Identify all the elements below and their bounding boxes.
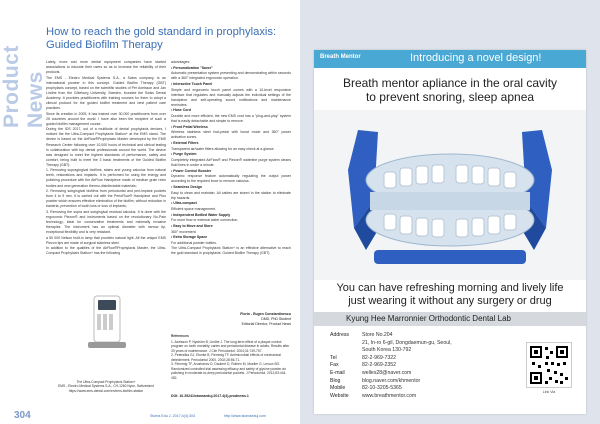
contact-label: E-mail bbox=[330, 369, 345, 376]
reference-item: 3. Flemmig TF, Arushanov D, Daubert D, Rothen M, Mueller G, Leroux BG. Randomized controlled trial assessing efficacy and safety of glycine powder air polishing in moderate-to-deep periodontal pockets. J Periodontol. 2012;83:444-452. bbox=[171, 362, 287, 380]
contact-row bbox=[330, 347, 520, 355]
author-name: Florin - Eugen Constantinescu bbox=[240, 312, 291, 316]
contact-value: 82-2-969-2352 bbox=[362, 362, 397, 369]
contact-blog-link[interactable]: blog.naver.com/khmentor bbox=[362, 377, 421, 384]
contact-row bbox=[330, 340, 520, 348]
qr-code-icon[interactable] bbox=[526, 342, 572, 388]
paragraph: During the IDS 2017, out of a multitude of dental prophylaxis devices, I noticed the the Ultra-Compact Prophylaxis Station+ at the EMS stand. The device is based on the AirFlow®Prophylaxis Master developed by the EMS Research Center following over 10,000 hours of technical and clinical testing in collaboration with top dental professionals around the world. The device was designed to meet the highest standards of performance, safety and comfort, being built to meet the 3 basic treatments of the Guided Biofilm Therapy (GBT): bbox=[46, 127, 166, 167]
paragraph: Lately, more and more dental equipment companies have started associations to educate their users so as to increase the reliability of their products. bbox=[46, 60, 166, 75]
ad-headline bbox=[314, 76, 586, 104]
paragraph: Efficient space management. bbox=[171, 206, 217, 211]
caption-line: EMS - Electro Medical Systems S.A., CH-1260 Nyon, Switzerland bbox=[58, 384, 154, 389]
feature-heading: • Independent Bottled Water Supply bbox=[171, 212, 231, 217]
contact-label bbox=[330, 347, 362, 355]
contact-label: Address bbox=[330, 332, 350, 338]
contact-row bbox=[330, 393, 520, 401]
paragraph: Transparent air/water filters allowing for an easy check at a glance. bbox=[171, 146, 275, 151]
advertisement-page bbox=[300, 0, 600, 424]
references bbox=[171, 334, 291, 380]
reference-item: 1. Axelsson P, Nyström B, Lindhe J. The long-term effect of a plaque control program on tooth mortality, caries and periodontal disease in adults. Results after 30 years of maintenance. J Clin Periodontol. 2004;31:749-757. bbox=[171, 339, 290, 353]
author-signature bbox=[171, 312, 291, 327]
contact-website-link[interactable]: www.breathmentor.com bbox=[362, 392, 417, 399]
headline-line: Breath mentor apliance in the oral cavity bbox=[342, 76, 558, 90]
feature-heading: • Easy to Move and Store bbox=[171, 223, 213, 228]
paragraph: The EMS - Electro Medical Systems S.A., a Swiss company, is an international pioneer in this concept. Guided Biofilm Therapy (GBT) prophylaxis concept, based on the scientific studies of Per Axelsson and Jan Lindhe from the Göteborg University, Sweden, founded the Swiss Dental Academy. It provides practitioners with training courses for them to adopt a clinical protocol for the guided biofilm treatment and best patient care practices. bbox=[46, 75, 166, 111]
references-heading: References bbox=[171, 334, 189, 338]
paragraph: Simple and ergonomic touch panel comes with a 10-level responsive interface that regulates and manually adjusts the individual settings of the handpiece and self-operating sound notifications and maintenance reminders. bbox=[171, 87, 291, 107]
contact-value: Store No.204 bbox=[362, 332, 393, 338]
paragraph: 3. Removing the supra and subgingival residual calculus. It is done with the ergonomic Piezon® and instruments based on the revolutionary No-Pain technology, ideal for conservative treatments and minimally invasive therapies. The instrument has an optimal diameter with narrow tip, exceptional flexibility and is very resistant. bbox=[46, 209, 166, 235]
lab-name-bar: Kyung Hee Marronnier Orthodontic Dental Lab bbox=[314, 312, 586, 326]
contact-value: South Korea 130-792 bbox=[362, 347, 412, 354]
ad-tagline: Introducing a novel design! bbox=[410, 52, 542, 64]
page-footer bbox=[0, 408, 300, 424]
image-caption bbox=[46, 380, 166, 393]
headline-line: to prevent snoring, sleep apnea bbox=[365, 90, 535, 104]
paragraph: Easy to clean and maintain. All cables are stored in the station to eliminate trip hazards. bbox=[171, 190, 291, 200]
subline-line: just wearing it without any surgery or drug bbox=[348, 295, 552, 307]
contact-row bbox=[330, 362, 520, 370]
advertisement bbox=[314, 50, 586, 414]
paragraph: Since its creation in 2005, it has trained over 30,000 practitioners from over 25 countries around the world. I have also been the recipient of such a guided biofilm management course. bbox=[46, 111, 166, 126]
feature-heading: • Personalization "Saver" bbox=[171, 65, 213, 70]
journal-citation: Stoma Edu J. 2017;4(4):304 bbox=[150, 414, 195, 418]
contact-row bbox=[330, 378, 520, 386]
paragraph: Wireless stainless steel foot-pedal with boost mode and 360° power activation zones. bbox=[171, 130, 291, 140]
feature-heading: • Purge System bbox=[171, 152, 197, 157]
feature-heading: • Hose Cord bbox=[171, 108, 191, 113]
paragraph: Automatic presentation system presenting and demonstrating within seconds with a 360° integrated ergonomic operation. bbox=[171, 71, 291, 81]
paragraph: 1. Removing supragingival biofilms, stains and young calculus from natural teeth, restorations and implants. It is performed for using the energy and polishing procedure with the AirFlow Handpiece made of medium grain resin bodies and new generation thermo-disinfectable materials; bbox=[46, 168, 166, 188]
caption-link[interactable]: https://www.ems-dental.com/en/ems-biofilm-station bbox=[68, 388, 144, 393]
contact-label bbox=[330, 340, 362, 348]
contact-label: Blog bbox=[330, 377, 341, 384]
contact-label: Fax bbox=[330, 362, 339, 369]
paragraph: For additional powder bottles. bbox=[171, 240, 217, 245]
feature-heading: • External Filters bbox=[171, 141, 199, 146]
contact-details bbox=[330, 332, 520, 400]
journal-website[interactable]: http://www.stomaeduj.com bbox=[224, 414, 266, 418]
reference-item: 2. Petersilka GJ, Ehmke B, Flemmig TF. Antimicrobial effects of mechanical debridement. Periodontol 2000. 2002;28:56-71. bbox=[171, 353, 281, 362]
contact-row bbox=[330, 370, 520, 378]
contact-row bbox=[330, 332, 520, 340]
oral-appliance-image bbox=[314, 110, 586, 280]
section-tab: Product News bbox=[0, 45, 47, 128]
page-number: 304 bbox=[14, 410, 31, 421]
paragraph: In addition to the qualities of the AirFlow®Prophylaxis Master, the Ultra-Compact Prophylaxis Station+ has the following bbox=[46, 246, 166, 256]
paragraph: 2. Removing subgingival biofilms from periodontal and peri-implant pockets from 4 to 9 mm. It is carried out with the PerioFlow® Handpiece and Plus powder which ensures effective elimination of the biofilm, without reduction in bacteria, prevention of tooth loss or loss of implants; bbox=[46, 189, 166, 209]
author-role: Editorial Director, Product News bbox=[241, 322, 291, 326]
feature-heading: • Seamless Design bbox=[171, 184, 202, 189]
brand-logo: Breath Mentor bbox=[320, 54, 361, 60]
paragraph: Completely integrated AirFlow® and Piezon® waterline purge system cleans fluid lines in under a minute. bbox=[171, 157, 291, 168]
contact-label: Website bbox=[330, 392, 349, 399]
paragraph: Durable and more efficient, the new EMS cord has a "plug-and-play" system that is easily detachable and simple to remove. bbox=[171, 114, 291, 124]
ad-subline bbox=[314, 282, 586, 308]
author-title: DMD, PhD Student bbox=[261, 317, 291, 321]
feature-heading: • Front Pedal Wireless bbox=[171, 124, 208, 129]
paragraph: The Ultra-Compact Prophylaxis Station+ is an effective alternative to reach the gold standard in prophylaxis: Guided Biofilm Therapy (GBT). bbox=[171, 246, 291, 256]
subline-line: You can have refreshing morning and lively life bbox=[336, 282, 564, 294]
caption-line: The Ultra-Compact Prophylaxis Station+ bbox=[76, 380, 136, 384]
ad-banner bbox=[314, 50, 586, 68]
feature-heading: • Ultra-compact bbox=[171, 201, 197, 206]
paragraph: a 50 000 Nelson built-in lamp that provides natural light. All the unique EMS Piezon tips are made of surgical stainless steel. bbox=[46, 235, 166, 245]
feature-heading: • Interactive Touch Panel bbox=[171, 81, 213, 86]
feature-heading: • Extra Storage Space bbox=[171, 235, 208, 240]
qr-caption: Link Via bbox=[542, 390, 556, 394]
paragraph: 360° movement. bbox=[171, 229, 197, 234]
contact-value: 82-10-3205-5365 bbox=[362, 385, 402, 392]
article-title: How to reach the gold standard in prophylaxis: Guided Biofilm Therapy bbox=[46, 26, 277, 51]
doi: DOI: 10.25241/stomaeduj.2017.4(4).prodnews.1 bbox=[171, 394, 249, 398]
contact-value: 82-2-969-7322 bbox=[362, 354, 397, 361]
paragraph: advantages: bbox=[171, 60, 191, 64]
contact-row bbox=[330, 385, 520, 393]
contact-row bbox=[330, 355, 520, 363]
contact-label: Mobile bbox=[330, 385, 346, 392]
contact-label: Tel bbox=[330, 354, 337, 361]
article-column-2 bbox=[171, 60, 291, 320]
paragraph: For more flow or external water connection. bbox=[171, 218, 239, 223]
paragraph: Dynamic response feature automatically regulating the output power according to the required force to remove calculus. bbox=[171, 174, 291, 184]
contact-email[interactable]: welles28@naver.com bbox=[362, 369, 412, 376]
contact-value: 21, In-ro 6-gil, Dongdaemun-gu, Seoul, bbox=[362, 339, 452, 346]
prophylaxis-station-image bbox=[48, 292, 166, 354]
feature-heading: • Power Control Booster bbox=[171, 168, 212, 173]
